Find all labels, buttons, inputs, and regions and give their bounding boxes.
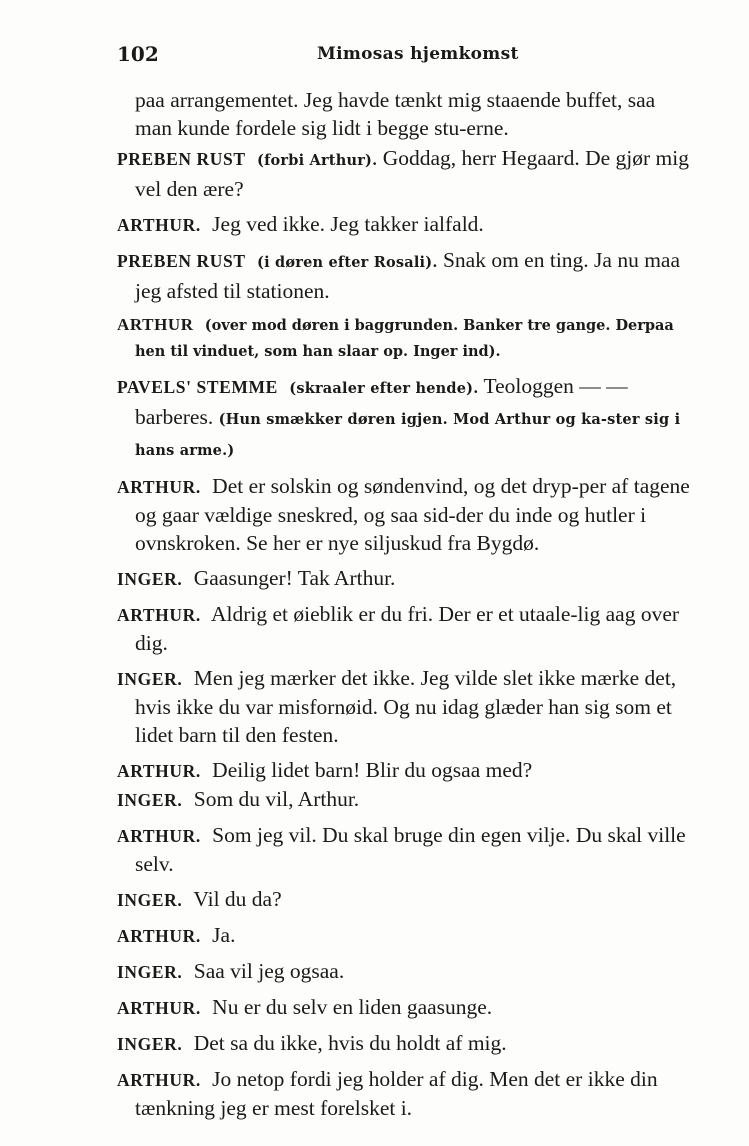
speech-text: Deilig lidet barn! Blir du ogsaa med? <box>212 758 533 782</box>
dialogue-line <box>117 885 692 914</box>
stage-direction: (over mod døren i baggrunden. Banker tre gange. Derpaa hen til vinduet, som han slaar op. Inger ind). <box>135 317 674 360</box>
stage-direction: (Hun smækker døren igjen. Mod Arthur og ka-ster sig i hans arme.) <box>135 411 681 459</box>
speech-text: Det er solskin og søndenvind, og det dryp-per af tagene og gaar vældige sneskred, og saa sid-der du inde og hutler i ovnskroken. Se her er nye siljuskud fra Bygdø. <box>135 474 690 555</box>
stage-direction: (i døren efter Rosali). <box>257 254 438 271</box>
stage-direction: (skraaler efter hende). <box>289 380 479 397</box>
speech-text: Jeg ved ikke. Jeg takker ialfald. <box>212 212 484 236</box>
dialogue-line <box>117 144 692 203</box>
continued-paragraph <box>117 86 692 142</box>
speaker-name: ARTHUR. <box>117 477 201 497</box>
speech-text: Gaasunger! Tak Arthur. <box>193 566 396 590</box>
speech-text: Men jeg mærker det ikke. Jeg vilde slet ikke mærke det, hvis ikke du var misfornøid. Og nu idag glæder han sig som et lidet barn til den festen. <box>135 666 677 747</box>
speaker-name: ARTHUR. <box>117 926 201 946</box>
speaker-name: INGER. <box>117 962 183 982</box>
dialogue-line <box>117 993 692 1022</box>
dialogue-line <box>117 600 692 657</box>
dialogue-line <box>117 756 692 785</box>
speech-text: Teologgen — — barberes. <box>135 374 628 429</box>
speaker-name: ARTHUR <box>117 315 194 334</box>
speaker-name: PREBEN RUST <box>117 149 246 169</box>
dialogue-line <box>117 246 692 305</box>
speaker-name: ARTHUR. <box>117 826 201 846</box>
dialogue-line <box>117 785 692 814</box>
dialogue-line <box>117 921 692 950</box>
speaker-name: PAVELS' STEMME <box>117 377 278 397</box>
speech-text: Som jeg vil. Du skal bruge din egen vilje. Du skal ville selv. <box>135 823 686 876</box>
dialogue-line <box>117 472 692 557</box>
speech-text: Det sa du ikke, hvis du holdt af mig. <box>193 1031 507 1055</box>
speech-text: Jo netop fordi jeg holder af dig. Men det er ikke din tænkning jeg er mest forelsket i. <box>135 1067 658 1120</box>
stage-direction: (forbi Arthur). <box>257 152 378 169</box>
speaker-name: INGER. <box>117 1034 183 1054</box>
speech-text: paa arrangementet. Jeg havde tænkt mig staaende buffet, saa man kunde fordele sig lidt i begge stu-erne. <box>135 88 656 140</box>
dialogue-line <box>117 957 692 986</box>
speech-text: Saa vil jeg ogsaa. <box>193 959 345 983</box>
dialogue-line <box>117 1065 692 1122</box>
speech-text: Aldrig et øieblik er du fri. Der er et utaale-lig aag over dig. <box>135 602 680 655</box>
dialogue-line <box>117 312 692 365</box>
page-header <box>117 42 677 70</box>
speaker-name: INGER. <box>117 669 183 689</box>
dialogue-line <box>117 821 692 878</box>
dialogue-line <box>117 1029 692 1058</box>
speaker-name: PREBEN RUST <box>117 251 246 271</box>
speaker-name: INGER. <box>117 569 183 589</box>
speaker-name: ARTHUR. <box>117 1070 201 1090</box>
speaker-name: ARTHUR. <box>117 215 201 235</box>
speaker-name: ARTHUR. <box>117 761 201 781</box>
speech-text: Nu er du selv en liden gaasunge. <box>212 995 493 1019</box>
speaker-name: INGER. <box>117 890 183 910</box>
play-text <box>117 86 692 1122</box>
speaker-name: ARTHUR. <box>117 605 201 625</box>
speaker-name: INGER. <box>117 790 183 810</box>
dialogue-line <box>117 210 692 239</box>
speech-text: Snak om en ting. Ja nu maa jeg afsted til stationen. <box>135 248 681 303</box>
speech-text: Som du vil, Arthur. <box>193 787 360 811</box>
running-title: Mimosas hjemkomst <box>317 44 519 64</box>
speaker-name: ARTHUR. <box>117 998 201 1018</box>
dialogue-line <box>117 372 692 465</box>
page-number: 102 <box>117 42 159 66</box>
speech-text: Ja. <box>212 923 236 947</box>
dialogue-line <box>117 664 692 749</box>
speech-text: Goddag, herr Hegaard. De gjør mig vel den ære? <box>135 146 689 201</box>
speech-text: Vil du da? <box>193 887 282 911</box>
dialogue-line <box>117 564 692 593</box>
